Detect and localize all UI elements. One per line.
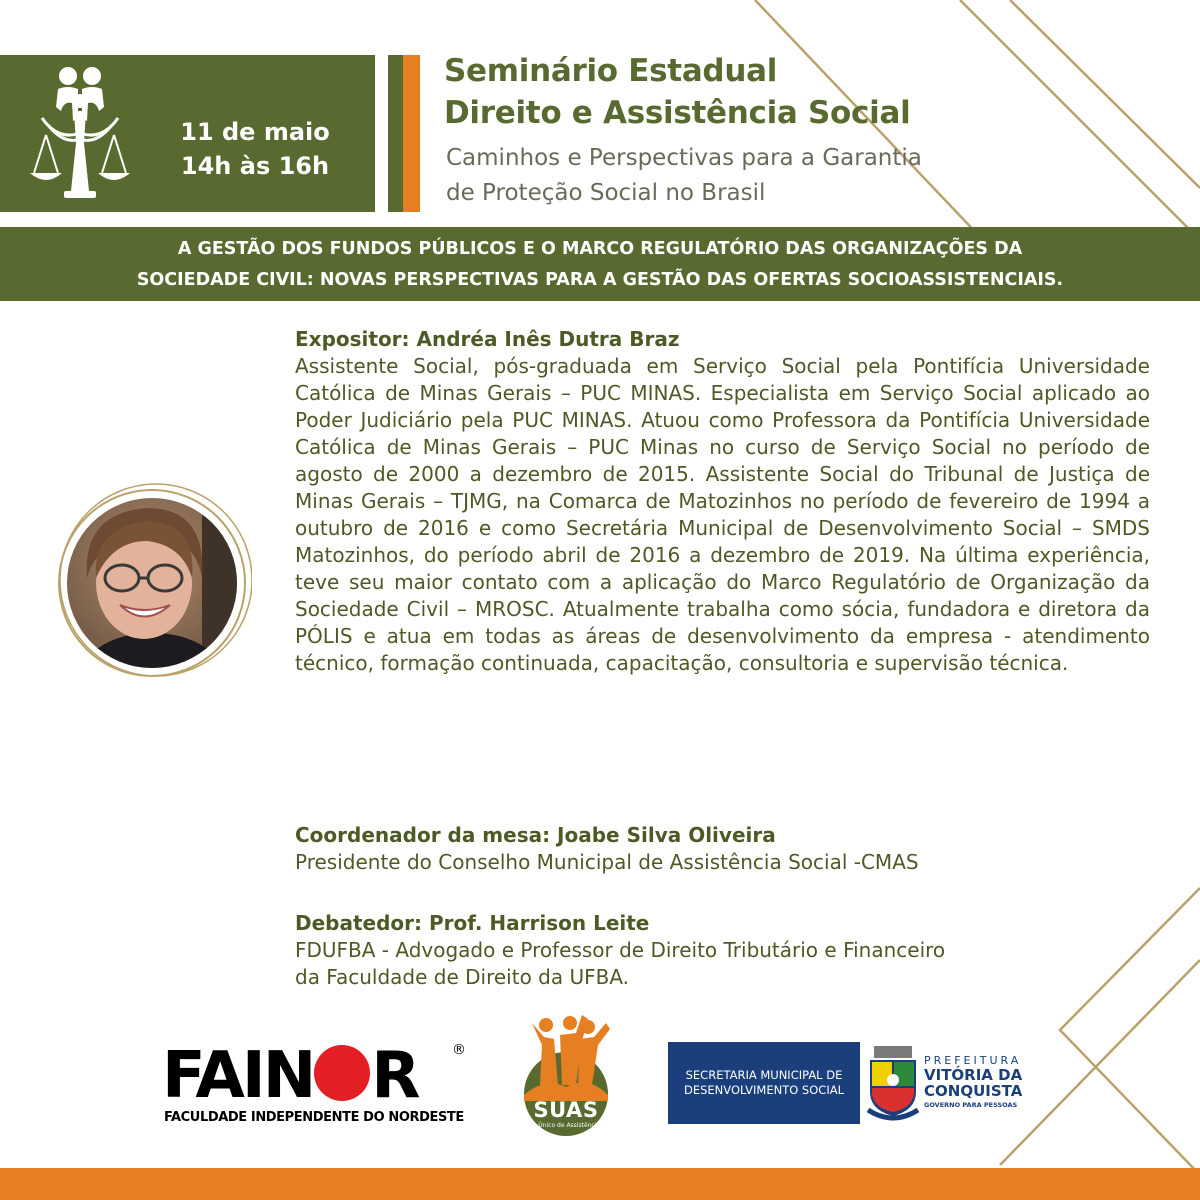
event-title-line2: Direito e Assistência Social bbox=[444, 95, 911, 131]
event-datetime bbox=[150, 115, 360, 183]
prefeitura-slogan: GOVERNO PARA PESSOAS bbox=[924, 1101, 1018, 1109]
smds-line2: DESENVOLVIMENTO SOCIAL bbox=[684, 1083, 844, 1097]
debatedor-description-line1: FDUFBA - Advogado e Professor de Direito Tributário e Financeiro bbox=[295, 938, 946, 962]
coordenador-section bbox=[295, 822, 1150, 876]
prefeitura-label: PREFEITURA bbox=[924, 1054, 1022, 1067]
accent-bar-orange bbox=[403, 55, 420, 212]
event-date: 11 de maio bbox=[180, 118, 330, 146]
suas-subtitle: Sistema Único de Assistência Social bbox=[512, 1122, 620, 1129]
suas-name: SUAS bbox=[533, 1098, 599, 1122]
event-time: 14h às 16h bbox=[180, 152, 330, 180]
fainor-logo bbox=[162, 1040, 472, 1132]
smds-logo bbox=[668, 1042, 860, 1124]
expositor-heading: Expositor: Andréa Inês Dutra Braz bbox=[295, 327, 680, 351]
fainor-subtitle: FACULDADE INDEPENDENTE DO NORDESTE bbox=[164, 1110, 464, 1125]
fainor-word-start: FAIN bbox=[162, 1039, 314, 1113]
fainor-word-end: R bbox=[371, 1039, 418, 1113]
justice-family-scales-icon bbox=[28, 63, 133, 205]
coordenador-heading: Coordenador da mesa: Joabe Silva Oliveira bbox=[295, 823, 776, 847]
speaker-portrait bbox=[52, 483, 252, 683]
footer-bar bbox=[0, 1168, 1200, 1200]
vitoria-da-conquista-crest-icon bbox=[866, 1046, 920, 1122]
registered-mark: ® bbox=[452, 1042, 466, 1058]
debatedor-section bbox=[295, 910, 1150, 991]
expositor-section bbox=[295, 326, 1150, 677]
expositor-bio: Assistente Social, pós-graduada em Serviço Social pela Pontifícia Universidade Católica de Minas Gerais – PUC MINAS. Especialista em Serviço Social aplicado ao Poder Judiciário pela PUC MINAS. Atuou como Professora da Pontifícia Universidade Católica de Minas Gerais – PUC Minas no curso de Serviço Social no período de agosto de 2000 a dezembro de 2015. Assistente Social do Tribunal de Justiça de Minas Gerais – TJMG, na Comarca de Matozinhos no período de fevereiro de 1994 a outubro de 2016 e como Secretária Municipal de Desenvolvimento Social – SMDS Matozinhos, do período abril de 2016 a dezembro de 2019. Na última experiência, teve seu maior contato com a aplicação do Marco Regulatório de Organização da Sociedade Civil – MROSC. Atualmente trabalha como sócia, fundadora e diretora da PÓLIS e atua em todas as áreas de desenvolvimento da empresa - atendimento técnico, formação continuada, capacitação, consultoria e supervisão técnica. bbox=[295, 354, 1150, 675]
fainor-wordmark bbox=[162, 1040, 418, 1112]
prefeitura-name-line2: CONQUISTA bbox=[924, 1082, 1023, 1100]
accent-bar-green bbox=[388, 55, 403, 212]
debatedor-description-line2: da Faculdade de Direito da UFBA. bbox=[295, 965, 630, 989]
prefeitura-logo bbox=[924, 1054, 1022, 1109]
topic-line2: SOCIEDADE CIVIL: NOVAS PERSPECTIVAS PARA A GESTÃO DAS OFERTAS SOCIOASSISTENCIAIS. bbox=[136, 270, 1064, 290]
debatedor-heading: Debatedor: Prof. Harrison Leite bbox=[295, 911, 650, 935]
event-title-line1: Seminário Estadual bbox=[444, 53, 778, 89]
coordenador-description: Presidente do Conselho Municipal de Assistência Social -CMAS bbox=[295, 850, 919, 874]
header-date-panel bbox=[0, 55, 375, 212]
event-subtitle-line1: Caminhos e Perspectivas para a Garantia bbox=[446, 145, 922, 171]
topic-banner bbox=[0, 227, 1200, 301]
smds-line1: SECRETARIA MUNICIPAL DE bbox=[685, 1068, 843, 1082]
fainor-red-circle bbox=[314, 1045, 370, 1101]
topic-line1: A GESTÃO DOS FUNDOS PÚBLICOS E O MARCO REGULATÓRIO DAS ORGANIZAÇÕES DA bbox=[177, 239, 1023, 259]
suas-logo bbox=[510, 1015, 622, 1137]
prefeitura-name-line1: VITÓRIA DA bbox=[924, 1066, 1023, 1084]
event-subtitle-line2: de Proteção Social no Brasil bbox=[446, 180, 766, 206]
